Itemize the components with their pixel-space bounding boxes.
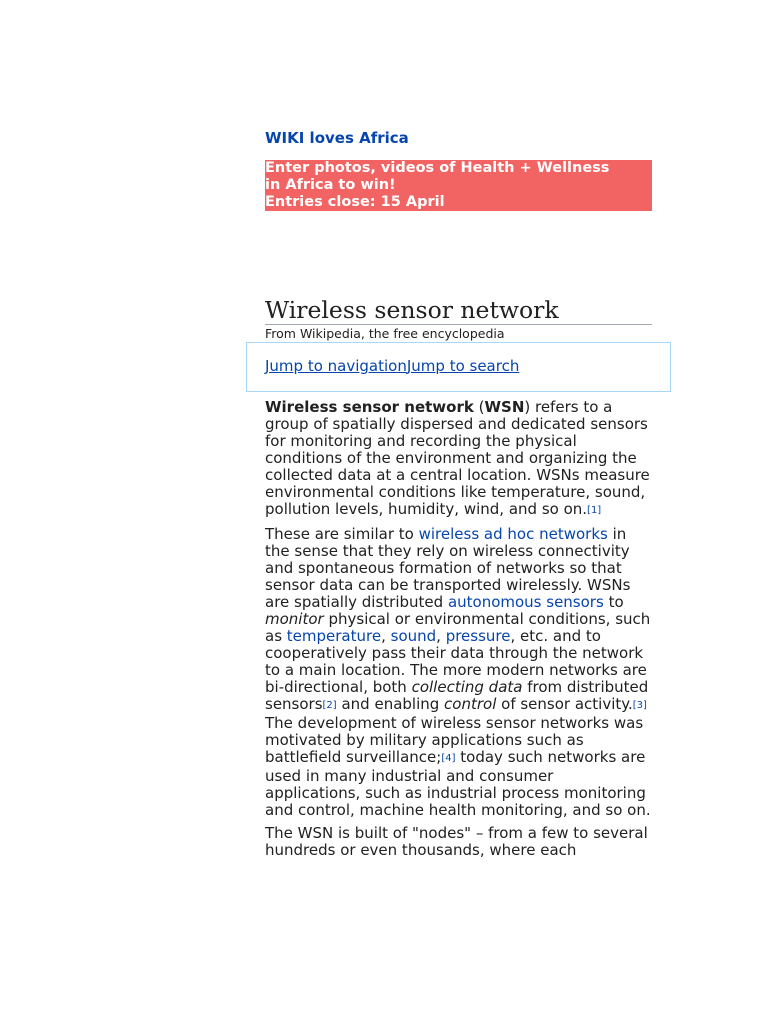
- text: ) refers to a group of spatially dispersed and dedicated sensors for monitoring and recording the physical conditions of the environment and organizing the collected data at a central location. WSNs measure environmental conditions like temperature, sound, pollution levels, humidity, wind, and so on.: [265, 398, 650, 518]
- paragraph-intro: [265, 399, 652, 520]
- text: today such networks are used in many industrial and consumer applications, such as industrial process monitoring and control, machine health monitoring, and so on.: [265, 748, 651, 819]
- citation-ref-3[interactable]: [3]: [632, 700, 647, 711]
- text: of sensor activity.: [496, 695, 633, 713]
- link-wireless-ad-hoc-networks[interactable]: wireless ad hoc networks: [418, 525, 608, 543]
- link-sound[interactable]: sound: [390, 627, 437, 645]
- paragraph-nodes: The WSN is built of "nodes" – from a few to several hundreds or even thousands, where each: [265, 824, 648, 859]
- text: , etc. and to cooperatively pass their data through the network to a main location. The more modern networks are bi-directional, both: [265, 627, 647, 696]
- text: ,: [381, 627, 391, 645]
- text: These are similar to: [265, 525, 419, 543]
- jump-to-search-link[interactable]: Jump to search: [406, 357, 520, 375]
- site-tagline: From Wikipedia, the free encyclopedia: [265, 326, 505, 341]
- text: from distributed sensors: [265, 678, 649, 713]
- text: and enabling: [336, 695, 445, 713]
- citation-ref-4[interactable]: [4]: [441, 753, 456, 764]
- link-autonomous-sensors[interactable]: autonomous sensors: [447, 593, 604, 611]
- text: physical or environmental conditions, such as: [265, 610, 651, 645]
- text: ,: [436, 627, 446, 645]
- term-bold: Wireless sensor network: [265, 398, 474, 416]
- banner-title-link[interactable]: WIKI loves Africa: [265, 129, 409, 147]
- italic-control: control: [444, 695, 497, 713]
- citation-ref-2[interactable]: [2]: [322, 700, 337, 711]
- jump-links: [265, 357, 519, 375]
- italic-monitor: monitor: [265, 610, 324, 628]
- text: in the sense that they rely on wireless connectivity and spontaneous formation of networks so that sensor data can be transported wirelessly. WSNs are spatially distributed: [265, 525, 631, 611]
- abbr-bold: WSN: [484, 398, 525, 416]
- banner-line-3: Entries close: 15 April: [265, 194, 445, 210]
- campaign-banner[interactable]: [265, 160, 652, 211]
- paragraph-similar: [265, 526, 652, 819]
- text: (: [473, 398, 485, 416]
- link-pressure[interactable]: pressure: [445, 627, 511, 645]
- banner-line-2: in Africa to win!: [265, 177, 396, 193]
- text: to: [603, 593, 624, 611]
- article-body: [265, 399, 652, 865]
- citation-ref-1[interactable]: [1]: [587, 505, 602, 516]
- page-title: Wireless sensor network: [265, 296, 652, 325]
- text: The development of wireless sensor networks was motivated by military applications such as battlefield surveillance;: [265, 714, 644, 766]
- link-temperature[interactable]: temperature: [286, 627, 382, 645]
- banner-line-1: Enter photos, videos of Health + Wellness: [265, 160, 610, 176]
- jump-to-navigation-link[interactable]: Jump to navigation: [265, 357, 407, 375]
- italic-collecting-data: collecting data: [411, 678, 523, 696]
